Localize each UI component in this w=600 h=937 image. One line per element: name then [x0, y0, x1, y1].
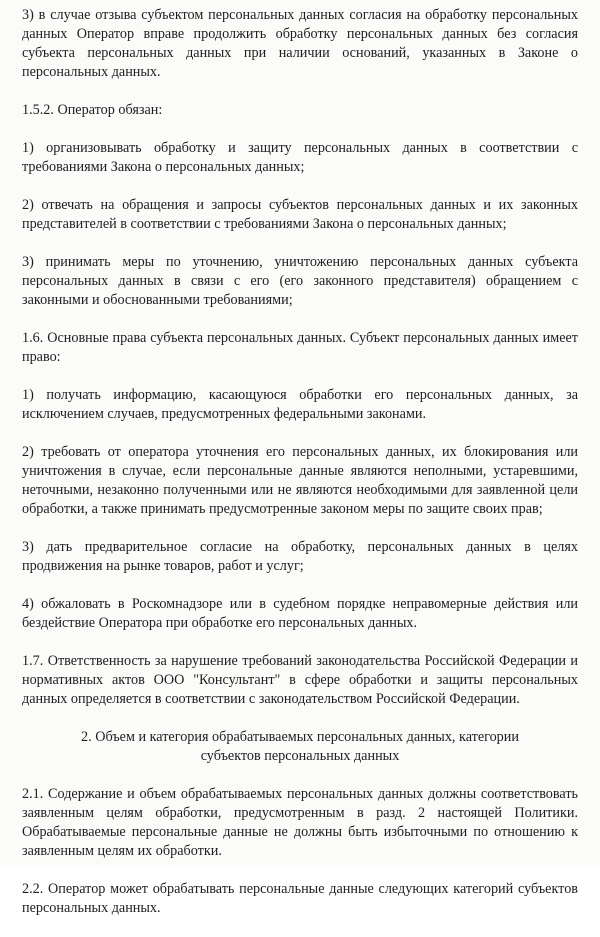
- section-2-2-paragraph: 2.2. Оператор может обрабатывать персональные данные следующих категорий субъектов персональных данных.: [22, 881, 578, 916]
- section-1-7-paragraph: 1.7. Ответственность за нарушение требований законодательства Российской Федерации и нормативных актов ООО "Консультант" в сфере обработки и защиты персональных данных определяется в соответствии с законодательством Российской Федерации.: [22, 653, 578, 707]
- paragraph-operator-duty-2: 2) отвечать на обращения и запросы субъектов персональных данных и их законных представителей в соответствии с требованиями Закона о персональных данных;: [22, 197, 578, 232]
- paragraph-subject-right-3: 3) дать предварительное согласие на обработку, персональных данных в целях продвижения на рынке товаров, работ и услуг;: [22, 539, 578, 574]
- section-1-5-2-heading: 1.5.2. Оператор обязан:: [22, 102, 163, 118]
- paragraph-operator-duty-1: 1) организовывать обработку и защиту персональных данных в соответствии с требованиями Закона о персональных данных;: [22, 140, 578, 175]
- section-1-6-heading: 1.6. Основные права субъекта персональных данных. Субъект персональных данных имеет право:: [22, 330, 578, 365]
- paragraph-subject-right-4: 4) обжаловать в Роскомнадзоре или в судебном порядке неправомерные действия или бездействие Оператора при обработке его персональных данных.: [22, 596, 578, 631]
- document-body: [22, 6, 578, 937]
- paragraph-subject-right-1: 1) получать информацию, касающуюся обработки его персональных данных, за исключением случаев, предусмотренных федеральными законами.: [22, 387, 578, 422]
- section-2-heading: 2. Объем и категория обрабатываемых персональных данных, категории субъектов персональных данных: [81, 729, 519, 764]
- section-2-1-paragraph: 2.1. Содержание и объем обрабатываемых персональных данных должны соответствовать заявленным целям обработки, предусмотренным в разд. 2 настоящей Политики. Обрабатываемые персональные данные не должны быть избыточными по отношению к заявленным целям их обработки.: [22, 786, 578, 859]
- paragraph-operator-duty-3: 3) принимать меры по уточнению, уничтожению персональных данных субъекта персональных данных в связи с его (его законного представителя) обращением с законными и обоснованными требованиями;: [22, 254, 578, 308]
- paragraph-withdrawal-of-consent: 3) в случае отзыва субъектом персональных данных согласия на обработку персональных данных Оператор вправе продолжить обработку персональных данных без согласия субъекта персональных данных при наличии оснований, указанных в Законе о персональных данных.: [22, 7, 578, 80]
- paragraph-subject-right-2: 2) требовать от оператора уточнения его персональных данных, их блокирования или уничтожения в случае, если персональные данные являются неполными, устаревшими, неточными, незаконно полученными или не являются необходимыми для заявленной цели обработки, а также принимать предусмотренные законом меры по защите своих прав;: [22, 444, 578, 517]
